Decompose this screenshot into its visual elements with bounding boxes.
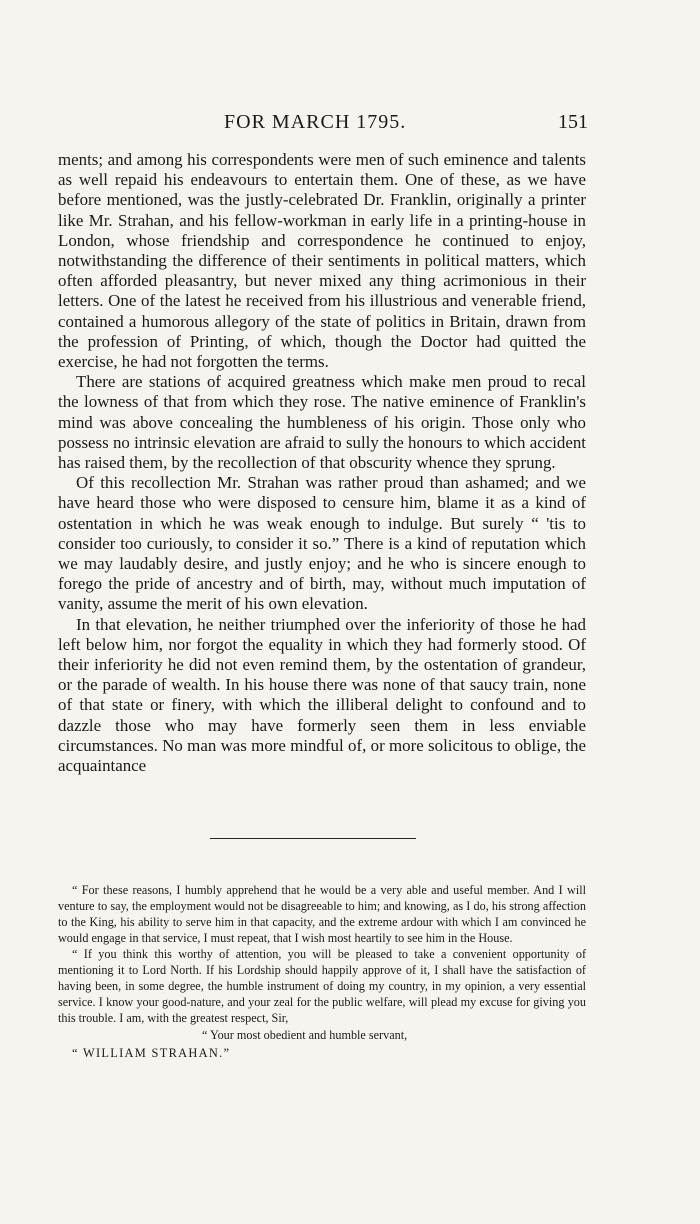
- running-title: FOR MARCH 1795.: [224, 111, 407, 133]
- body-paragraph: In that elevation, he neither triumphed over the inferiority of those he had left below him, nor forgot the equality in which they had formerly stood. Of their inferiority he did not even remind them, by the ostentation of grandeur, or the parade of wealth. In his house there was none of that saucy train, none of that state or finery, with which the illiberal delight to confound and to dazzle those who may have formerly seen them in less enviable circumstances. No man was more mindful of, or more solicitous to oblige, the acquaintance: [58, 614, 586, 776]
- body-paragraph: ments; and among his correspondents were men of such eminence and talents as well repaid his endeavours to entertain them. One of these, as we have before mentioned, was the justly-celebrated Dr. Franklin, originally a printer like Mr. Strahan, and his fellow-workman in early life in a printing-house in London, whose friendship and correspondence he continued to enjoy, notwithstanding the difference of their sentiments in political matters, which often afforded pleasantry, but never mixed any thing acrimonious in their letters. One of the latest he received from his illustrious and venerable friend, contained a humorous allegory of the state of politics in Britain, drawn from the profession of Printing, of which, though the Doctor had quitted the exercise, he had not forgotten the terms.: [58, 150, 586, 372]
- footnote-paragraph: “ For these reasons, I humbly apprehend that he would be a very able and useful member. And I will venture to say, the employment would not be disagreeable to him; and knowing, as I do, his strong affection to the King, his ability to serve him in that capacity, and the extreme ardour with which I am convinced he would engage in that service, I must repeat, that I wish most heartily to see him in the House.: [58, 883, 586, 945]
- footnote-paragraph: “ If you think this worthy of attention, you will be pleased to take a convenient opportunity of mentioning it to Lord North. If his Lordship should happily approve of it, I shall have the satisfaction of having been, in some degree, the humble instrument of doing my country, in my opinion, a very essential service. I know your good-nature, and your zeal for the public welfare, will plead my excuse for giving you this trouble. I am, with the greatest respect, Sir,: [58, 947, 586, 1025]
- footnote: [58, 882, 586, 1062]
- footnote-rule: [210, 838, 416, 839]
- page-number: 151: [558, 111, 588, 133]
- body-paragraph: There are stations of acquired greatness which make men proud to recal the lowness of that from which they rose. The native eminence of Franklin's mind was above concealing the humbleness of his origin. Those only who possess no intrinsic elevation are afraid to sully the honours to which accident has raised them, by the recollection of that obscurity whence they sprung.: [58, 372, 586, 473]
- letter-closing: “ Your most obedient and humble servant,: [202, 1028, 408, 1042]
- main-text: [58, 150, 586, 776]
- running-head: [0, 111, 700, 141]
- letter-signature: “ WILLIAM STRAHAN.”: [72, 1046, 231, 1060]
- body-paragraph: Of this recollection Mr. Strahan was rather proud than ashamed; and we have heard those who were disposed to censure him, blame it as a kind of ostentation in which he was weak enough to indulge. But surely “ 'tis to consider too curiously, to consider it so.” There is a kind of reputation which we may laudably desire, and justly enjoy; and he who is sincere enough to forego the pride of ancestry and of birth, may, without much imputation of vanity, assume the merit of his own elevation.: [58, 473, 586, 614]
